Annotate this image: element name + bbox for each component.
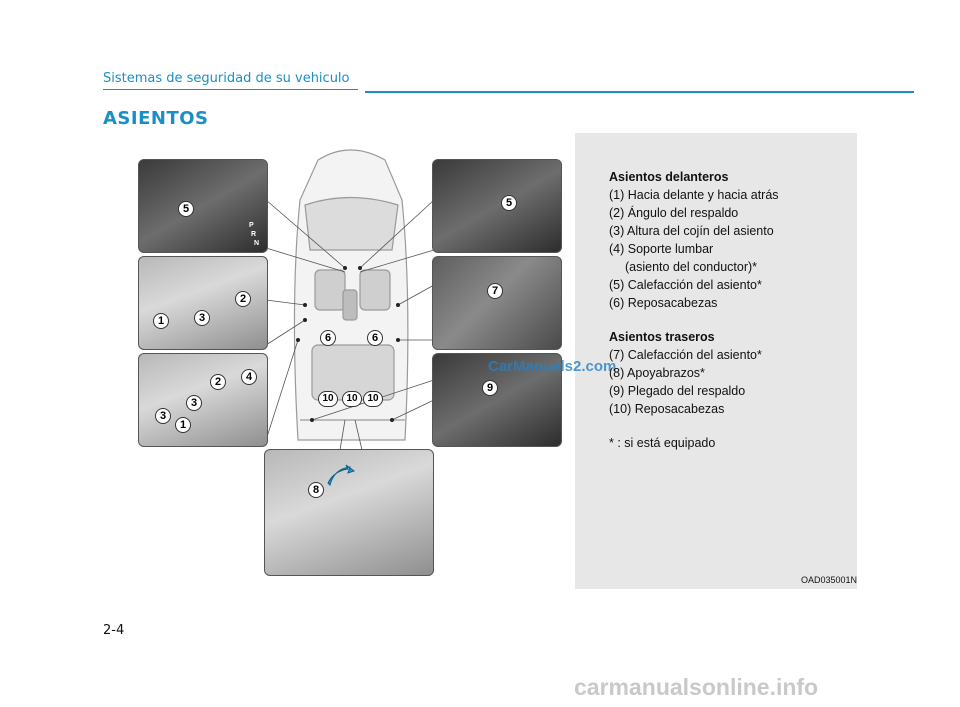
callout-3b-low-left: 3 [155, 408, 171, 424]
callout-4-low-left: 4 [241, 369, 257, 385]
photo-console-heater-front-left [138, 159, 268, 253]
fold-arrow-icon [326, 463, 356, 493]
front-seats-title: Asientos delanteros [609, 170, 729, 184]
front-item-continuation: (asiento del conductor)* [625, 260, 758, 274]
rear-item: (7) Calefacción del asiento* [609, 348, 762, 362]
section-label: Sistemas de seguridad de su vehiculo [103, 71, 350, 86]
front-item: (5) Calefacción del asiento* [609, 278, 762, 292]
photo-rear-seat-heater [432, 256, 562, 350]
callout-1-low-left: 1 [175, 417, 191, 433]
callout-2-mid-left: 2 [235, 291, 251, 307]
rear-seats-title: Asientos traseros [609, 330, 715, 344]
callout-2-low-left: 2 [210, 374, 226, 390]
front-item: (1) Hacia delante y hacia atrás [609, 188, 779, 202]
rear-item: (10) Reposacabezas [609, 402, 725, 416]
gear-label-p: P [249, 222, 254, 229]
footnote: * : si está equipado [609, 436, 716, 450]
callout-3-mid-left: 3 [194, 310, 210, 326]
photo-console-heater-front-right [432, 159, 562, 253]
front-item: (6) Reposacabezas [609, 296, 718, 310]
page-number: 2-4 [103, 623, 125, 638]
callout-6-left: 6 [320, 330, 336, 346]
front-item: (2) Ángulo del respaldo [609, 206, 739, 220]
callout-10-center: 10 [342, 391, 362, 407]
front-item: (4) Soporte lumbar [609, 242, 714, 256]
callout-7: 7 [487, 283, 503, 299]
gear-label-n: N [254, 240, 260, 247]
callout-3a-low-left: 3 [186, 395, 202, 411]
callout-10-right: 10 [363, 391, 383, 407]
rear-item: (9) Plegado del respaldo [609, 384, 746, 398]
callout-5-right: 5 [501, 195, 517, 211]
watermark-inline: CarManuals2.com [488, 358, 617, 375]
photo-seat-power-controls [138, 353, 268, 447]
gear-label-r: R [251, 231, 257, 238]
watermark-footer: carmanualsonline.info [574, 674, 819, 700]
callout-5-left: 5 [178, 201, 194, 217]
callout-6-right: 6 [367, 330, 383, 346]
figure-code: OAD035001N [800, 575, 857, 585]
rear-item: (8) Apoyabrazos* [609, 366, 705, 380]
callout-8: 8 [308, 482, 324, 498]
callout-9: 9 [482, 380, 498, 396]
seat-description [609, 168, 849, 452]
callout-10-left: 10 [318, 391, 338, 407]
page-title: ASIENTOS [103, 108, 209, 129]
callout-1-mid-left: 1 [153, 313, 169, 329]
front-item: (3) Altura del cojín del asiento [609, 224, 774, 238]
